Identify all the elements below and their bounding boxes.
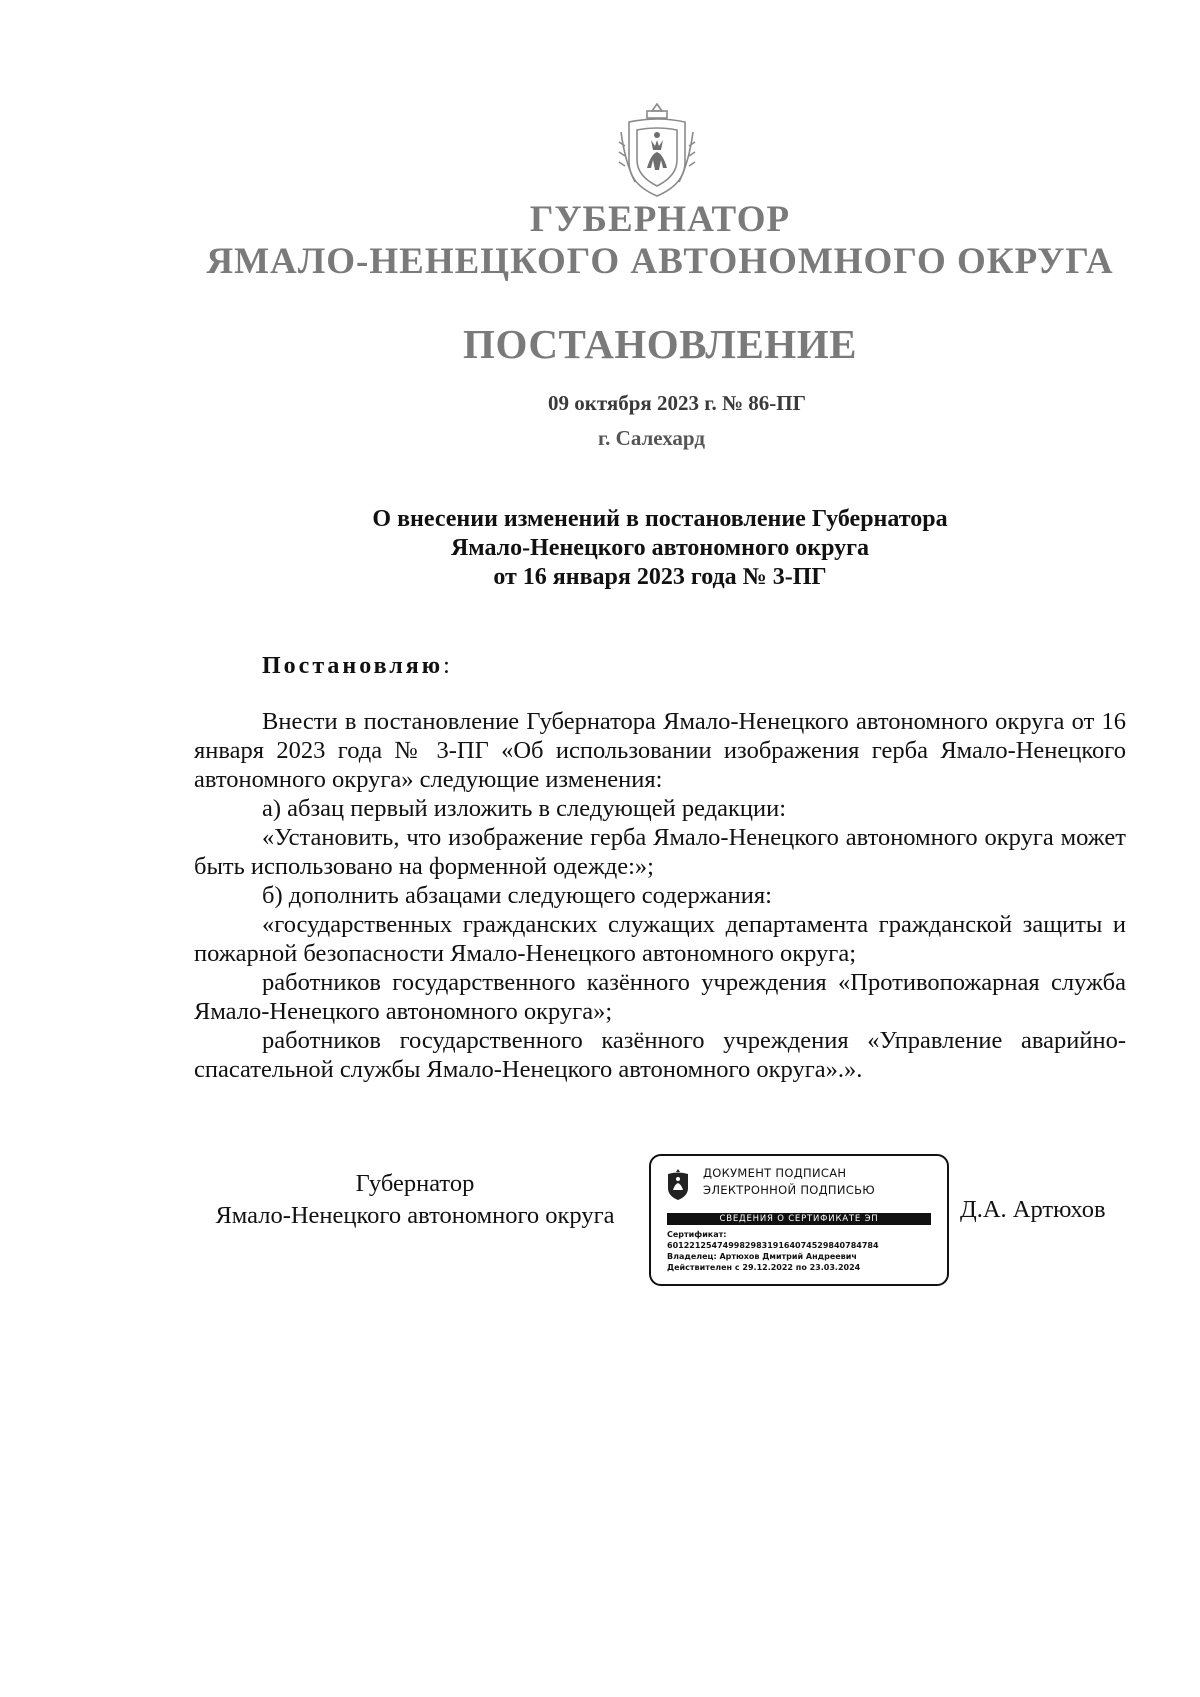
body-paragraph-1: Внести в постановление Губернатора Ямало-Ненецкого автономного округа от 16 января 2023 года № 3-ПГ «Об использовании изображения герба Ямало-Ненецкого автономного округа» следующие изменения:: [194, 708, 1126, 793]
subject-line3: от 16 января 2023 года № 3-ПГ: [493, 564, 827, 590]
stamp-title-line1: ДОКУМЕНТ ПОДПИСАН: [703, 1166, 847, 1180]
body-paragraph-6: работников государственного казённого учреждения «Противопожарная служба Ямало-Ненецкого автономного округа»;: [194, 969, 1126, 1025]
signatory-name: Д.А. Артюхов: [960, 1196, 1106, 1223]
stamp-validity: Действителен с 29.12.2022 по 23.03.2024: [667, 1263, 861, 1272]
decree-heading: [262, 653, 450, 680]
stamp-certificate-bar: СВЕДЕНИЯ О СЕРТИФИКАТЕ ЭП: [667, 1213, 931, 1225]
coat-of-arms-emblem-icon: [617, 102, 697, 204]
date-and-number: 09 октября 2023 г. № 86-ПГ: [548, 391, 806, 415]
stamp-cert-label: Сертификат:: [667, 1230, 727, 1239]
document-type-title: ПОСТАНОВЛЕНИЕ: [463, 321, 857, 367]
stamp-title-line2: ЭЛЕКТРОННОЙ ПОДПИСЬЮ: [703, 1183, 875, 1197]
body-paragraph-7: работников государственного казённого учреждения «Управление аварийно-спасательной службы Ямало-Ненецкого автономного округа».».: [194, 1027, 1126, 1083]
document-body: [194, 707, 1126, 1084]
body-paragraph-4: б) дополнить абзацами следующего содержания:: [262, 882, 772, 909]
document-subject: [180, 505, 1140, 592]
signatory-title: [190, 1168, 640, 1232]
coat-of-arms-small-icon: [665, 1168, 691, 1202]
signatory-title-line2: Ямало-Ненецкого автономного округа: [215, 1202, 615, 1229]
body-paragraph-3: «Установить, что изображение герба Ямало-Ненецкого автономного округа может быть использовано на форменной одежде:»;: [194, 824, 1126, 880]
stamp-owner: Владелец: Артюхов Дмитрий Андреевич: [667, 1252, 857, 1261]
body-paragraph-5: «государственных гражданских служащих департамента гражданской защиты и пожарной безопасности Ямало-Ненецкого автономного округа;: [194, 911, 1126, 967]
signatory-title-line1: Губернатор: [355, 1170, 475, 1197]
subject-line1: О внесении изменений в постановление Губернатора: [372, 506, 948, 532]
electronic-signature-stamp: [649, 1154, 949, 1286]
city-name: г. Салехард: [598, 426, 705, 450]
decree-colon: :: [443, 653, 450, 679]
decree-word: Постановляю: [262, 653, 444, 679]
header-title-line1: ГУБЕРНАТОР: [529, 199, 791, 240]
header-title-line2: ЯМАЛО-НЕНЕЦКОГО АВТОНОМНОГО ОКРУГА: [206, 241, 1114, 282]
body-paragraph-2: а) абзац первый изложить в следующей редакции:: [262, 795, 787, 822]
stamp-cert-number: 601221254749982983191640745298407847​84: [667, 1241, 879, 1250]
subject-line2: Ямало-Ненецкого автономного округа: [450, 535, 870, 561]
